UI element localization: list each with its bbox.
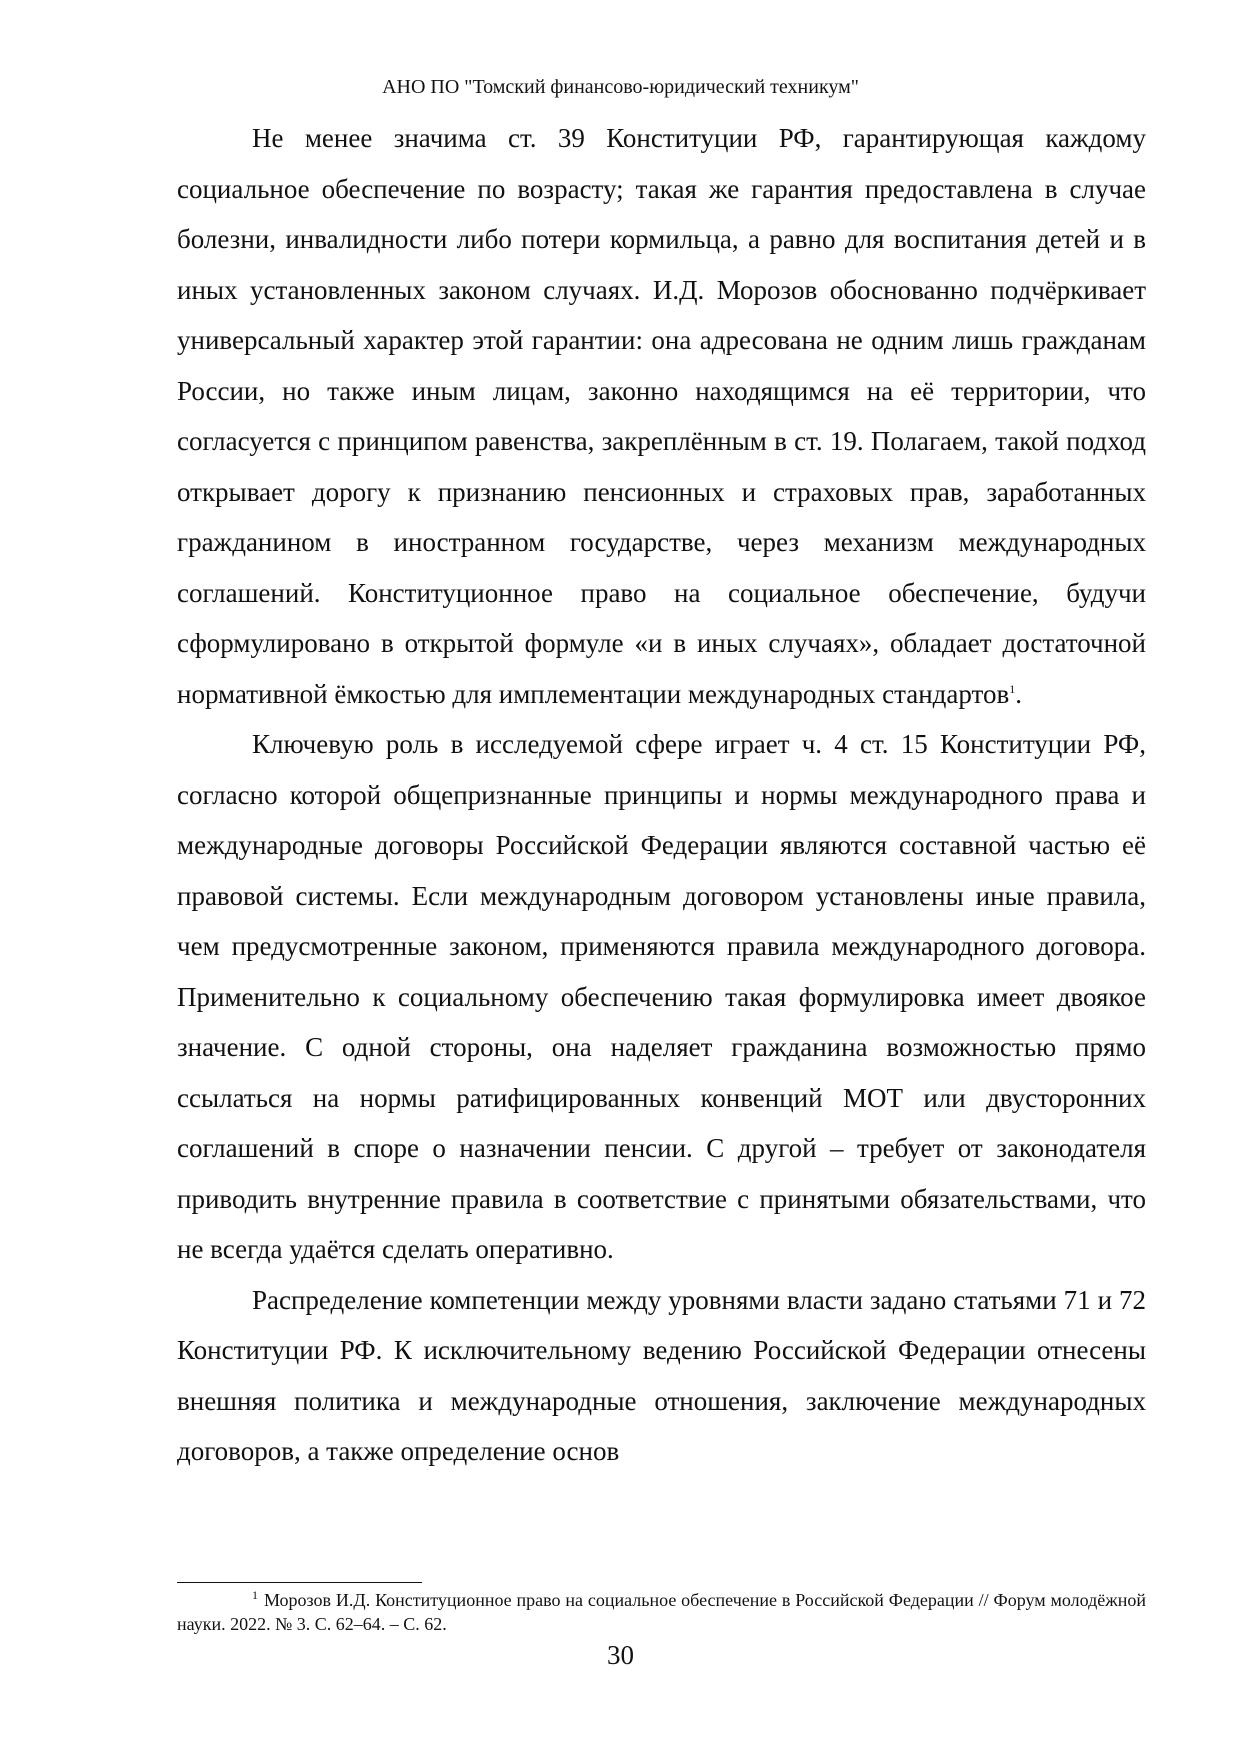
paragraph	[177, 113, 1146, 719]
paragraph: Ключевую роль в исследуемой сфере играет ч. 4 ст. 15 Конституции РФ, согласно которой общепризнанные принципы и нормы международного права и международные договоры Российской Федерации являются составной частью её правовой системы. Если международным договором установлены иные правила, чем предусмотренные законом, применяются правила международного договора. Применительно к социальному обеспечению такая формулировка имеет двоякое значение. С одной стороны, она наделяет гражданина возможностью прямо ссылаться на нормы ратифицированных конвенций МОТ или двусторонних соглашений в споре о назначении пенсии. С другой – требует от законодателя приводить внутренние правила в соответствие с принятыми обязательствами, что не всегда удаётся сделать оперативно.	[177, 729, 1146, 1264]
footnote	[177, 1588, 1146, 1636]
footnote-reference[interactable]: 1	[1009, 681, 1016, 696]
footnote-separator	[177, 1582, 422, 1583]
paragraph-text: Не менее значима ст. 39 Конституции РФ, гарантирующая каждому социальное обеспечение по возрасту; такая же гарантия предоставлена в случае болезни, инвалидности либо потери кормильца, а равно для воспитания детей и в иных установленных законом случаях. И.Д. Морозов обоснованно подчёркивает универсальный характер этой гарантии: она адресована не одним лишь гражданам России, но также иным лицам, законно находящимся на её территории, что согласуется с принципом равенства, закреплённым в ст. 19. Полагаем, такой подход открывает дорогу к признанию пенсионных и страховых прав, заработанных гражданином в иностранном государстве, через механизм международных соглашений. Конституционное право на социальное обеспечение, будучи сформулировано в открытой формуле «и в иных случаях», обладает достаточной нормативной ёмкостью для имплементации международных стандартов	[177, 123, 1146, 709]
body-text	[177, 113, 1146, 1477]
footnote-text: Морозов И.Д. Конституционное право на социальное обеспечение в Российской Федерации // Форум молодёжной науки. 2022. № 3. С. 62–64. – С. 62.	[177, 1590, 1146, 1634]
paragraph-tail: .	[1015, 678, 1022, 709]
page-header: АНО ПО "Томский финансово-юридический техникум"	[382, 76, 859, 98]
page-number: 30	[607, 1640, 634, 1670]
footnote-number: 1	[252, 1588, 258, 1602]
paragraph: Распределение компетенции между уровнями власти задано статьями 71 и 72 Конституции РФ. К исключительному ведению Российской Федерации отнесены внешняя политика и международные отношения, заключение международных договоров, а также определение основ	[177, 1284, 1146, 1466]
